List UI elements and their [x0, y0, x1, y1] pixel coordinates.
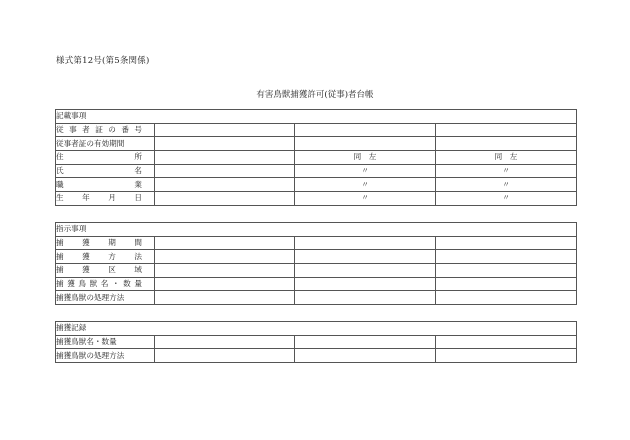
section-table-record-items	[55, 109, 577, 206]
row-label	[56, 236, 155, 250]
table-row	[56, 335, 577, 349]
row-label-text: 捕 獲 鳥 獣 名 ・ 数 量	[56, 279, 142, 289]
entry-cell[interactable]	[155, 335, 295, 349]
entry-cell[interactable]	[155, 192, 295, 206]
entry-cell[interactable]: 〃	[295, 192, 436, 206]
row-label	[56, 277, 155, 291]
section-heading: 指示事項	[56, 223, 577, 237]
entry-cell[interactable]	[155, 151, 295, 165]
table-row	[56, 123, 577, 137]
entry-cell[interactable]	[436, 335, 577, 349]
entry-cell[interactable]	[295, 236, 436, 250]
entry-cell[interactable]	[295, 335, 436, 349]
row-label	[56, 250, 155, 264]
entry-cell[interactable]	[155, 264, 295, 278]
table-row	[56, 291, 577, 305]
row-label-text: 従事者証の有効期間	[56, 138, 125, 148]
section-heading-row	[56, 110, 577, 124]
table-row	[56, 349, 577, 363]
entry-cell[interactable]	[295, 291, 436, 305]
row-label	[56, 137, 155, 151]
row-label	[56, 264, 155, 278]
row-label	[56, 151, 155, 165]
entry-cell[interactable]	[155, 277, 295, 291]
row-label	[56, 164, 155, 178]
entry-cell[interactable]	[155, 349, 295, 363]
row-label	[56, 123, 155, 137]
row-label-text: 氏 名	[56, 166, 142, 176]
entry-cell[interactable]	[295, 123, 436, 137]
entry-cell[interactable]: 同 左	[436, 151, 577, 165]
entry-cell[interactable]	[155, 291, 295, 305]
entry-cell[interactable]	[295, 277, 436, 291]
entry-cell[interactable]	[295, 137, 436, 151]
row-label-text: 捕 獲 方 法	[56, 251, 142, 261]
entry-cell[interactable]	[436, 137, 577, 151]
entry-cell[interactable]	[295, 250, 436, 264]
table-row	[56, 164, 577, 178]
entry-cell[interactable]	[436, 123, 577, 137]
entry-cell[interactable]: 〃	[295, 178, 436, 192]
entry-cell[interactable]	[155, 250, 295, 264]
row-label-text: 生 年 月 日	[56, 193, 142, 203]
section-heading: 捕獲記録	[56, 322, 577, 336]
row-label	[56, 291, 155, 305]
section-heading-row	[56, 223, 577, 237]
entry-cell[interactable]	[295, 349, 436, 363]
entry-cell[interactable]	[436, 291, 577, 305]
row-label	[56, 178, 155, 192]
entry-cell[interactable]	[295, 264, 436, 278]
entry-cell[interactable]: 同 左	[295, 151, 436, 165]
table-row	[56, 192, 577, 206]
section-heading-row	[56, 322, 577, 336]
table-row	[56, 250, 577, 264]
table-row	[56, 178, 577, 192]
table-row	[56, 264, 577, 278]
row-label-text: 捕獲鳥獣の処理方法	[56, 350, 125, 360]
row-label-text: 職 業	[56, 179, 142, 189]
entry-cell[interactable]	[436, 277, 577, 291]
entry-cell[interactable]: 〃	[436, 164, 577, 178]
row-label	[56, 192, 155, 206]
row-label	[56, 335, 155, 349]
entry-cell[interactable]: 〃	[436, 192, 577, 206]
entry-cell[interactable]	[436, 236, 577, 250]
section-table-capture-record	[55, 321, 577, 363]
entry-cell[interactable]	[155, 137, 295, 151]
entry-cell[interactable]	[436, 264, 577, 278]
table-row	[56, 151, 577, 165]
section-heading: 記載事項	[56, 110, 577, 124]
form-number: 様式第12号(第5条関係)	[56, 56, 150, 66]
entry-cell[interactable]	[155, 178, 295, 192]
row-label-text: 捕獲鳥獣の処理方法	[56, 292, 125, 302]
row-label-text: 捕 獲 区 域	[56, 265, 142, 275]
entry-cell[interactable]	[155, 123, 295, 137]
row-label-text: 住 所	[56, 152, 142, 162]
entry-cell[interactable]: 〃	[436, 178, 577, 192]
section-table-instructions	[55, 222, 577, 305]
entry-cell[interactable]	[436, 250, 577, 264]
row-label	[56, 349, 155, 363]
entry-cell[interactable]	[155, 164, 295, 178]
row-label-text: 従 事 者 証 の 番 号	[56, 125, 142, 135]
row-label-text: 捕獲鳥獣名・数量	[56, 337, 117, 347]
entry-cell[interactable]	[155, 236, 295, 250]
entry-cell[interactable]: 〃	[295, 164, 436, 178]
table-row	[56, 236, 577, 250]
entry-cell[interactable]	[436, 349, 577, 363]
table-row	[56, 137, 577, 151]
table-row	[56, 277, 577, 291]
document-title: 有害鳥獣捕獲許可(従事)者台帳	[256, 90, 374, 100]
row-label-text: 捕 獲 期 間	[56, 238, 142, 248]
